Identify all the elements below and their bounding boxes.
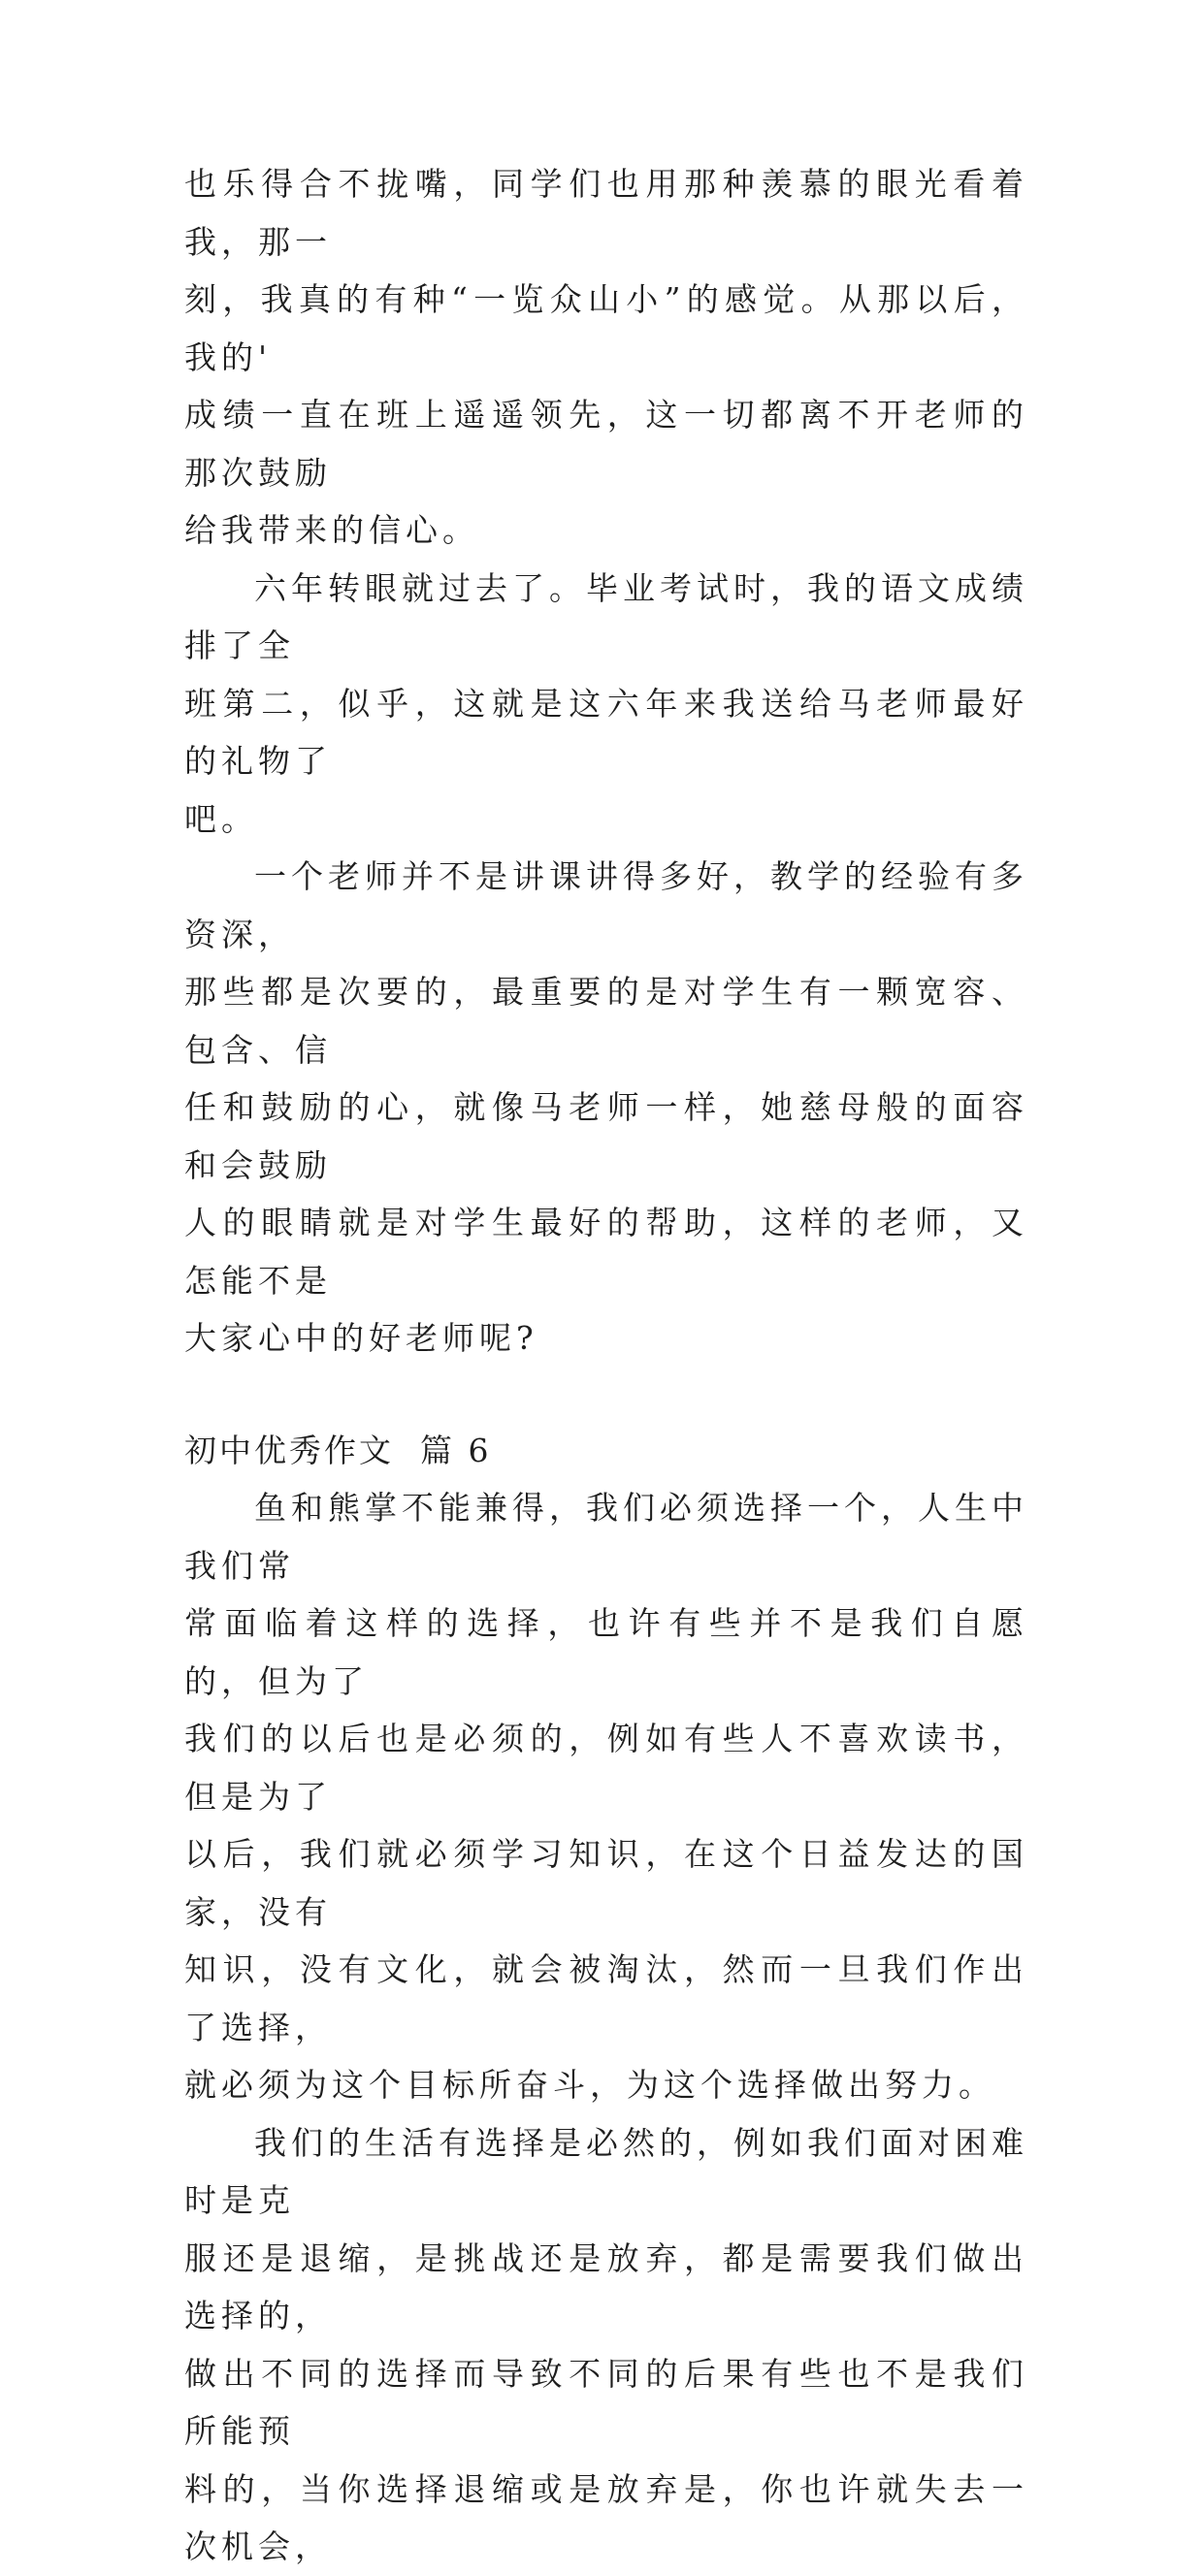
- line-2-3: 吧。: [184, 799, 258, 838]
- line-3-3: 任和鼓励的心，就像马老师一样，她慈母般的面容和会鼓励: [184, 1088, 1028, 1184]
- line-4-1: 鱼和熊掌不能兼得，我们必须选择一个，人生中我们常: [184, 1489, 1028, 1585]
- paragraph-3: [184, 848, 1028, 1368]
- line-5-3: 做出不同的选择而导致不同的后果有些也不是我们所能预: [184, 2354, 1028, 2450]
- line-4-4: 以后，我们就必须学习知识，在这个日益发达的国家，没有: [184, 1835, 1028, 1931]
- line-5-2: 服还是退缩，是挑战还是放弃，都是需要我们做出选择的，: [184, 2238, 1028, 2334]
- paragraph-5: [184, 2114, 1028, 2576]
- line-4-3: 我们的以后也是必须的，例如有些人不喜欢读书，但是为了: [184, 1720, 1028, 1816]
- paragraph-2: [184, 560, 1028, 849]
- line-2-2: 班第二，似乎，这就是这六年来我送给马老师最好的礼物了: [184, 684, 1028, 780]
- line-2-1: 六年转眼就过去了。毕业考试时，我的语文成绩排了全: [184, 568, 1028, 664]
- line-4-5: 知识，没有文化，就会被淘汰，然而一旦我们作出了选择，: [184, 1950, 1028, 2046]
- line-1-1: 也乐得合不拢嘴，同学们也用那种羡慕的眼光看着我，那一: [184, 165, 1028, 261]
- line-1-4: 给我带来的信心。: [184, 511, 479, 549]
- line-3-4: 人的眼睛就是对学生最好的帮助，这样的老师，又怎能不是: [184, 1204, 1028, 1300]
- line-3-5: 大家心中的好老师呢?: [184, 1319, 538, 1357]
- line-4-6: 就必须为这个目标所奋斗，为这个选择做出努力。: [184, 2066, 995, 2104]
- line-3-2: 那些都是次要的，最重要的是对学生有一颗宽容、包含、信: [184, 973, 1028, 1069]
- line-4-2: 常面临着这样的选择，也许有些并不是我们自愿的，但为了: [184, 1604, 1028, 1700]
- paragraph-1: [184, 155, 1028, 560]
- line-1-2: 刻，我真的有种“一览众山小”的感觉。从那以后，我的': [184, 280, 1028, 376]
- line-1-3: 成绩一直在班上遥遥领先，这一切都离不开老师的那次鼓励: [184, 396, 1028, 492]
- line-3-1: 一个老师并不是讲课讲得多好，教学的经验有多资深，: [184, 857, 1028, 953]
- line-5-1: 我们的生活有选择是必然的，例如我们面对困难时是克: [184, 2123, 1028, 2219]
- paragraph-4: [184, 1479, 1028, 2114]
- line-5-4: 料的，当你选择退缩或是放弃是，你也许就失去一次机会，: [184, 2469, 1028, 2565]
- document-body: [184, 155, 1028, 2576]
- section-heading: 初中优秀作文 篇 6: [184, 1431, 492, 1469]
